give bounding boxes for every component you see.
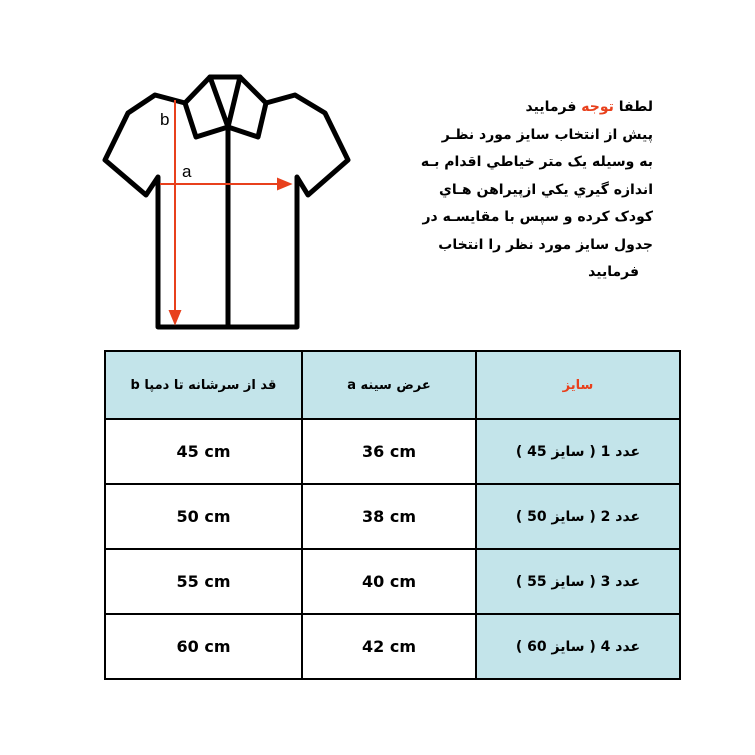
cell-chest: 40 cm — [302, 549, 476, 614]
cell-chest: 42 cm — [302, 614, 476, 679]
table-row — [105, 419, 680, 484]
size-table — [104, 350, 681, 680]
table-header-row — [105, 351, 680, 419]
note-line-7: فرمایید — [588, 264, 639, 280]
note-line-1: لطفا توجه فرمایید — [525, 99, 653, 115]
measurement-note — [385, 94, 653, 287]
note-line-6: جدول سایز مورد نظر را انتخاب — [438, 236, 653, 253]
note-highlight: توجه — [581, 99, 614, 115]
length-arrow-b — [170, 100, 180, 323]
table-row — [105, 549, 680, 614]
note-line-5: کودک کرده و سپس با مقایسـه در — [422, 209, 653, 225]
shirt-collar — [185, 77, 228, 137]
cell-size: عدد 4 ( سایز 60 ) — [476, 614, 680, 679]
table-row — [105, 484, 680, 549]
label-b: b — [160, 110, 170, 129]
cell-size: عدد 1 ( سایز 45 ) — [476, 419, 680, 484]
cell-size: عدد 3 ( سایز 55 ) — [476, 549, 680, 614]
note-line-3: به وسیله یک متر خیاطي اقدام بـه — [420, 154, 653, 170]
table-row — [105, 614, 680, 679]
cell-chest: 36 cm — [302, 419, 476, 484]
header-length-b: قد از سرشانه تا دمپا b — [105, 351, 302, 419]
shirt-diagram — [100, 65, 360, 340]
cell-chest: 38 cm — [302, 484, 476, 549]
note-line-4: اندازه گیري یکي ازپیراهن هـاي — [439, 181, 653, 198]
cell-length: 55 cm — [105, 549, 302, 614]
cell-length: 45 cm — [105, 419, 302, 484]
chest-arrow-a — [160, 179, 290, 189]
cell-length: 60 cm — [105, 614, 302, 679]
cell-length: 50 cm — [105, 484, 302, 549]
header-size: سایز — [476, 351, 680, 419]
note-line-2: پیش از انتخاب سایز مورد نظـر — [441, 126, 653, 143]
header-chest-a: عرض سینه a — [302, 351, 476, 419]
label-a: a — [182, 162, 192, 181]
cell-size: عدد 2 ( سایز 50 ) — [476, 484, 680, 549]
